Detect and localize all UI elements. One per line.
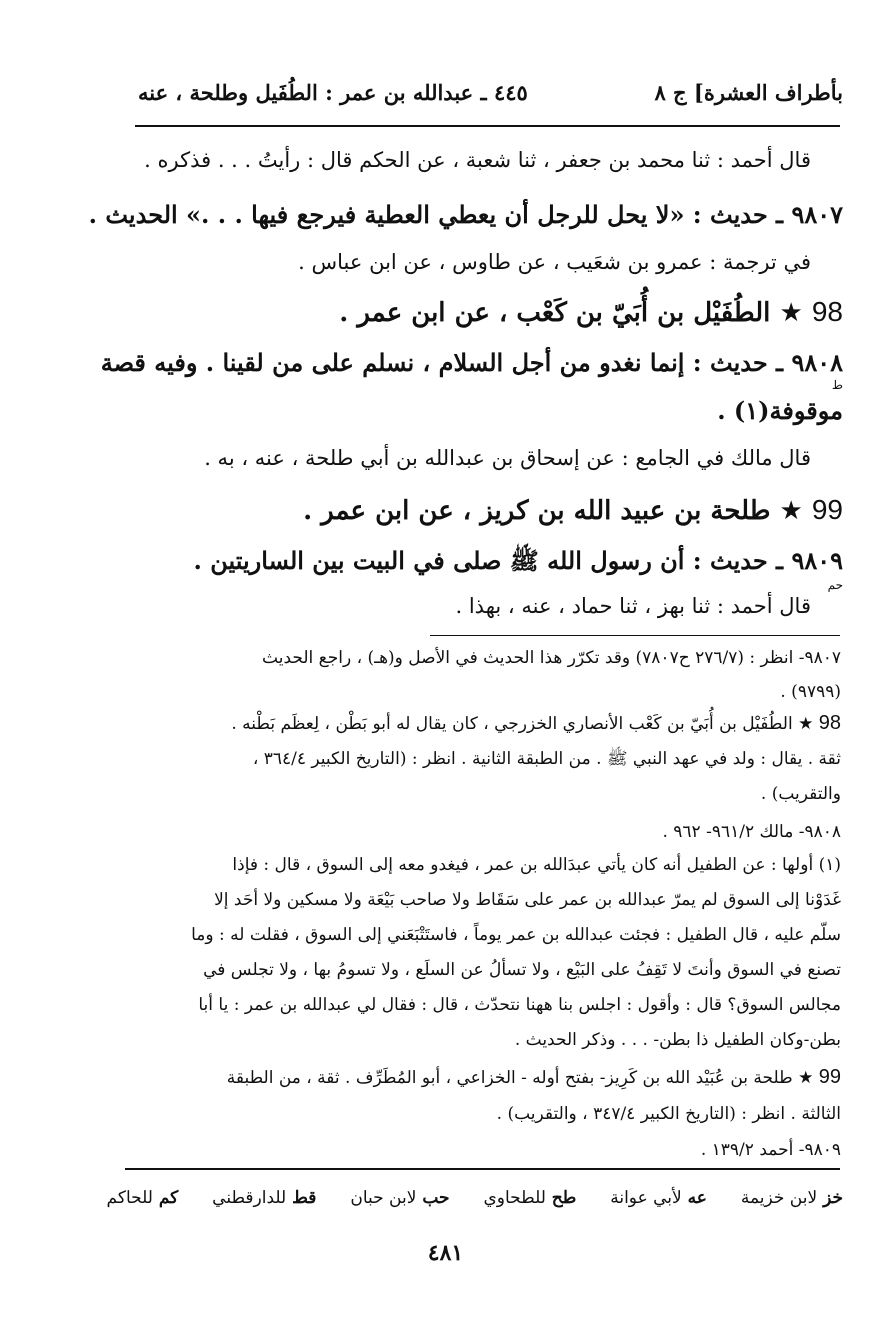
hadith-9808-source: قال مالك في الجامع : عن إسحاق بن عبدالله بن أبي طلحة ، عنه ، به . <box>204 446 811 470</box>
star-icon: ★ <box>798 714 814 734</box>
footnote-line: ٩٨٠٩- أحمد ١٣٩/٢ . <box>700 1140 841 1160</box>
legend-item: طح للطحاوي <box>483 1188 577 1208</box>
narrator-name: الطُفَيْل بن أُبَيّ بن كَعْب ، عن ابن عمر . <box>339 298 771 328</box>
legend-item: عه لأبي عوانة <box>610 1188 707 1208</box>
narrator-98 <box>339 296 843 328</box>
hadith-9808-cont: موقوفة(١) . <box>717 396 843 425</box>
footnote-text: الطُفَيْل بن أُبَيّ بن كَعْب الأنصاري الخزرجي ، كان يقال له أبو بَطْن ، لِعظَم بَطْنه . <box>231 714 793 734</box>
abbreviation-legend <box>79 1188 843 1208</box>
isnad-line: قال أحمد : ثنا محمد بن جعفر ، ثنا شعبة ، عن الحكم قال : رأيتُ . . . فذكره . <box>144 148 811 172</box>
footnote-line: الثالثة . انظر : (التاريخ الكبير ٣٤٧/٤ ، والتقريب) . <box>496 1104 841 1124</box>
star-icon: ★ <box>779 298 803 328</box>
footnote-line: بطن-وكان الطفيل ذا بطن- . . . وذكر الحديث . <box>514 1030 841 1050</box>
source-symbol: ط <box>831 378 843 392</box>
source-symbol: حم <box>827 578 843 592</box>
footnote-line: مجالس السوق؟ قال : وأقول : اجلس بنا ههنا نتحدّث ، قال : فقال لي عبدالله بن عمر : يا أبا <box>198 995 841 1015</box>
footnote-line: غَدَوْنا إلى السوق لم يمرّ عبدالله بن عمر على سَقَاط ولا صاحب بَيْعَة ولا مسكين ولا أحَد إلا <box>214 890 841 910</box>
hadith-9807-source: في ترجمة : عمرو بن شعَيب ، عن طاوس ، عن ابن عباس . <box>298 250 811 274</box>
legend-item: كم للحاكم <box>106 1188 179 1208</box>
running-header-title: ٤٤٥ ـ عبدالله بن عمر : الطُفَيل وطلحة ، عنه <box>138 80 528 105</box>
footnote-99 <box>227 1066 841 1089</box>
legend-item: قط للدارقطني <box>212 1188 317 1208</box>
footnote-line: (٩٧٩٩) . <box>780 682 841 702</box>
legend-rule <box>125 1168 840 1170</box>
running-header-volume: بأطراف العشرة] ج ٨ <box>654 80 843 105</box>
footnote-line: تصنع في السوق وأنتَ لا تَقِفُ على البَيْع ، ولا تسألُ عن السلَع ، ولا تسومُ بها ، ولا تجلس في <box>203 960 841 980</box>
star-icon: ★ <box>779 496 803 526</box>
narrator-99 <box>303 494 843 526</box>
header-rule <box>135 125 840 127</box>
hadith-9809-source: قال أحمد : ثنا بهز ، ثنا حماد ، عنه ، بهذا . <box>455 594 811 618</box>
footnote-line: (١) أولها : عن الطفيل أنه كان يأتي عبدَالله بن عمر ، فيغدو معه إلى السوق ، قال : فإذا <box>232 855 841 875</box>
footnote-line: ثقة . يقال : ولد في عهد النبي ﷺ . من الطبقة الثانية . انظر : (التاريخ الكبير ٣٦٤/٤ ، <box>252 749 841 769</box>
page-number: ٤٨١ <box>427 1240 464 1266</box>
legend-item: خز لابن خزيمة <box>740 1188 843 1208</box>
legend-item: حب لابن حبان <box>350 1188 450 1208</box>
hadith-9807: ٩٨٠٧ ـ حديث : «لا يحل للرجل أن يعطي العطية فيرجع فيها . . .» الحديث . <box>88 200 843 229</box>
narrator-number: 99 <box>818 1066 841 1088</box>
narrator-number: 99 <box>811 494 843 525</box>
footnote-line: ٩٨٠٧- انظر : (٢٧٦/٧ ح٧٨٠٧) وقد تكرّر هذا الحديث في الأصل و(هـ) ، راجع الحديث <box>262 648 841 668</box>
narrator-number: 98 <box>818 712 841 734</box>
footnote-line: والتقريب) . <box>760 784 841 804</box>
hadith-9808: ٩٨٠٨ ـ حديث : إنما نغدو من أجل السلام ، نسلم على من لقينا . وفيه قصة <box>100 348 843 377</box>
footnote-text: طلحة بن عُبَيْد الله بن كَرِيز- بفتح أوله - الخزاعي ، أبو المُطَرِّف . ثقة ، من الطبقة <box>226 1068 793 1088</box>
hadith-9809: ٩٨٠٩ ـ حديث : أن رسول الله ﷺ صلى في البيت بين الساريتين . <box>193 546 843 575</box>
footnote-98 <box>231 712 841 735</box>
narrator-number: 98 <box>811 296 843 327</box>
star-icon: ★ <box>798 1068 814 1088</box>
footnote-line: ٩٨٠٨- مالك ٩٦١/٢- ٩٦٢ . <box>662 822 841 842</box>
narrator-name: طلحة بن عبيد الله بن كريز ، عن ابن عمر . <box>303 496 771 526</box>
footnote-rule <box>430 635 840 636</box>
footnote-line: سلّم عليه ، قال الطفيل : فجئت عبدالله بن عمر يوماً ، فاستَتْبَعَني إلى السوق ، فقلت له : وما <box>191 925 841 945</box>
